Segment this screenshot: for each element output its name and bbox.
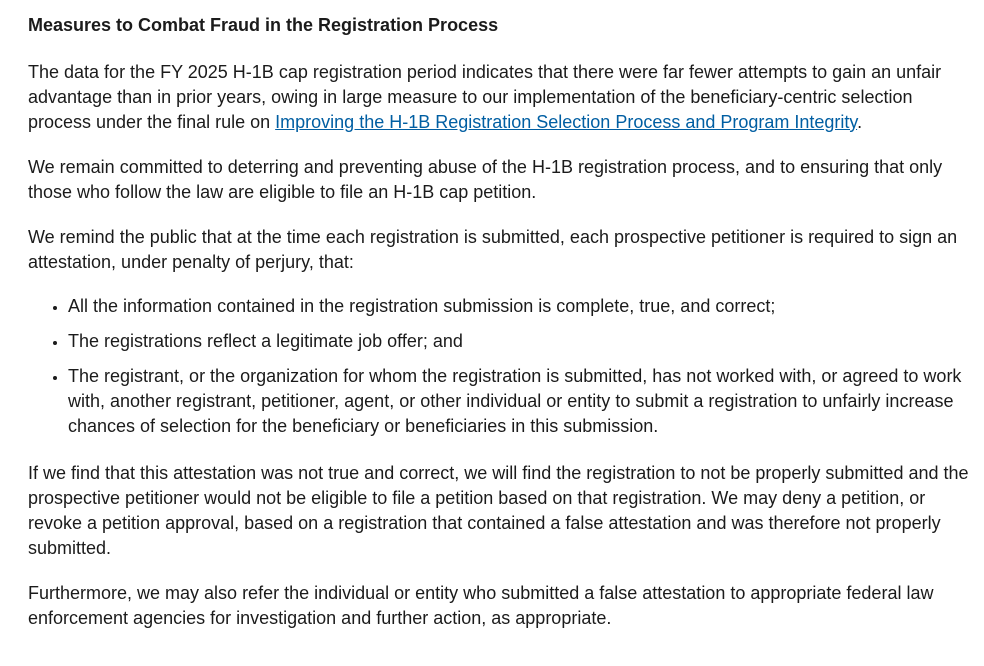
intro-period: . xyxy=(857,112,863,132)
intro-text: The data for the FY 2025 H-1B cap registration period indicates that there were far fewer attempts to gain an unfair advantage than in prior years, owing in large measure to our implementation of the beneficiary-centric selection process under the final rule on xyxy=(28,62,942,132)
intro-paragraph xyxy=(28,60,978,135)
referral-paragraph: Furthermore, we may also refer the individual or entity who submitted a false attestation to appropriate federal law enforcement agencies for investigation and further action, as appropriate. xyxy=(28,583,934,628)
consequence-paragraph: If we find that this attestation was not true and correct, we will find the registration to not be properly submitted and the prospective petitioner would not be eligible to file a petition based on that registration. We may deny a petition, or revoke a petition approval, based on a registration that contained a false attestation and was therefore not properly submitted. xyxy=(28,463,969,558)
final-rule-link[interactable]: Improving the H-1B Registration Selection Process and Program Integrity xyxy=(275,112,858,132)
attestation-list xyxy=(28,294,978,439)
commitment-paragraph: We remain committed to deterring and preventing abuse of the H-1B registration process, and to ensuring that only those who follow the law are eligible to file an H-1B cap petition. xyxy=(28,157,943,202)
list-item: • All the information contained in the registration submission is complete, true, and correct; xyxy=(68,294,978,319)
list-item: • The registrant, or the organization for whom the registration is submitted, has not worked with, or agreed to work with, another registrant, petitioner, agent, or other individual or entity to submit a registration to unfairly increase chances of selection for the beneficiary or beneficiaries in this submission. xyxy=(68,364,978,439)
section-heading: Measures to Combat Fraud in the Registration Process xyxy=(28,15,499,35)
attestation-paragraph: We remind the public that at the time each registration is submitted, each prospective petitioner is required to sign an attestation, under penalty of perjury, that: xyxy=(28,227,958,272)
list-item: • The registrations reflect a legitimate job offer; and xyxy=(68,329,978,354)
